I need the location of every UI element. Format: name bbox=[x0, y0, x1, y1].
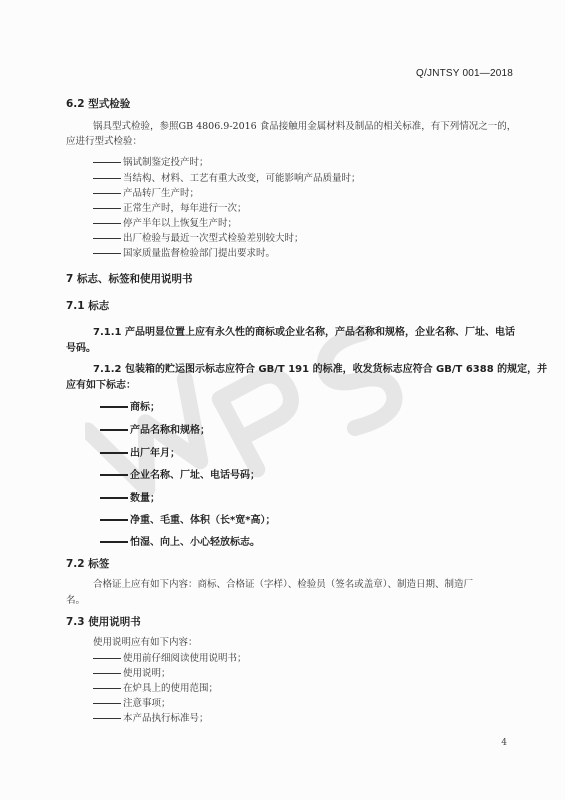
list-item bbox=[93, 710, 209, 724]
list-item-text: 在炉具上的使用范围； bbox=[123, 683, 219, 694]
section-7-2-line2: 名。 bbox=[66, 595, 86, 606]
list-item bbox=[93, 245, 275, 259]
section-7-title: 7 标志、标签和使用说明书 bbox=[66, 273, 193, 285]
dash-marker bbox=[93, 223, 121, 224]
section-7-2-line1: 合格证上应有如下内容：商标、合格证（字样）、检验员（签名或盖章）、制造日期、制造厂 bbox=[93, 579, 474, 590]
list-item bbox=[100, 533, 260, 548]
section-6-2-title: 6.2 型式检验 bbox=[66, 98, 131, 110]
list-item-text: 停产半年以上恢复生产时； bbox=[123, 218, 238, 229]
section-6-2-intro-line2: 应进行型式检验： bbox=[66, 136, 143, 147]
dash-marker bbox=[93, 193, 121, 194]
dash-marker bbox=[93, 673, 121, 674]
section-7-2-title: 7.2 标签 bbox=[66, 558, 110, 570]
list-item bbox=[93, 665, 171, 679]
list-item bbox=[93, 680, 218, 694]
dash-marker bbox=[100, 429, 128, 431]
standard-code: Q/JNTSY 001—2018 bbox=[416, 68, 513, 79]
section-7-1-title: 7.1 标志 bbox=[66, 300, 110, 312]
dash-marker bbox=[100, 406, 128, 408]
list-item-text: 使用说明； bbox=[123, 668, 171, 679]
section-7-3-intro: 使用说明应有如下内容： bbox=[93, 637, 198, 648]
dash-marker bbox=[93, 703, 121, 704]
dash-marker bbox=[93, 208, 121, 209]
list-item-text: 数量； bbox=[130, 493, 160, 504]
dash-marker bbox=[93, 162, 121, 163]
clause-7-1-2-line1: 7.1.2 包装箱的贮运图示标志应符合 GB/T 191 的标准，收发货标志应符合 GB/T 6388 的规定，并 bbox=[93, 364, 548, 375]
section-6-2-intro-line1: 锅具型式检验，参照GB 4806.9-2016 食品接触用金属材料及制品的相关标准，有下列情况之一的， bbox=[93, 121, 517, 132]
dash-marker bbox=[93, 253, 121, 254]
section-7-3-title: 7.3 使用说明书 bbox=[66, 616, 141, 628]
list-item bbox=[100, 466, 260, 481]
list-item bbox=[93, 170, 361, 184]
dash-marker bbox=[93, 238, 121, 239]
list-item-text: 企业名称、厂址、电话号码； bbox=[130, 470, 260, 481]
list-item bbox=[93, 200, 247, 214]
list-item bbox=[100, 489, 160, 504]
list-item bbox=[100, 398, 160, 413]
dash-marker bbox=[100, 474, 128, 476]
list-item-text: 国家质量监督检验部门提出要求时。 bbox=[123, 248, 276, 259]
list-item bbox=[93, 154, 209, 168]
list-item-text: 产品转厂生产时； bbox=[123, 188, 200, 199]
dash-marker bbox=[93, 658, 121, 659]
dash-marker bbox=[100, 497, 128, 499]
list-item bbox=[93, 185, 199, 199]
dash-marker bbox=[100, 541, 128, 543]
page-number: 4 bbox=[501, 738, 507, 748]
list-item-text: 当结构、材料、工艺有重大改变，可能影响产品质量时； bbox=[123, 173, 361, 184]
list-item bbox=[93, 230, 304, 244]
list-item-text: 锅试制鉴定投产时； bbox=[123, 157, 209, 168]
clause-7-1-1-line2: 号码。 bbox=[66, 343, 96, 354]
list-item-text: 商标； bbox=[130, 402, 160, 413]
list-item-text: 净重、毛重、体积（长*宽*高）； bbox=[130, 515, 276, 526]
dash-marker bbox=[100, 452, 128, 454]
list-item bbox=[93, 215, 237, 229]
dash-marker bbox=[93, 718, 121, 719]
list-item-text: 怕湿、向上、小心轻放标志。 bbox=[130, 537, 260, 548]
dash-marker bbox=[93, 178, 121, 179]
list-item bbox=[100, 511, 275, 526]
list-item bbox=[100, 444, 180, 459]
dash-marker bbox=[93, 688, 121, 689]
list-item-text: 使用前仔细阅读使用说明书； bbox=[123, 653, 247, 664]
list-item-text: 正常生产时，每年进行一次； bbox=[123, 203, 247, 214]
list-item-text: 出厂检验与最近一次型式检验差别较大时； bbox=[123, 233, 304, 244]
dash-marker bbox=[100, 519, 128, 521]
clause-7-1-1-line1: 7.1.1 产品明显位置上应有永久性的商标或企业名称，产品名称和规格，企业名称、厂址、电话 bbox=[93, 327, 515, 338]
list-item-text: 注意事项； bbox=[123, 698, 171, 709]
list-item-text: 产品名称和规格； bbox=[130, 425, 210, 436]
list-item bbox=[100, 421, 210, 436]
list-item bbox=[93, 650, 247, 664]
clause-7-1-2-line2: 应有如下标志： bbox=[66, 380, 136, 391]
list-item bbox=[93, 695, 171, 709]
list-item-text: 出厂年月； bbox=[130, 448, 180, 459]
list-item-text: 本产品执行标准号； bbox=[123, 713, 209, 724]
